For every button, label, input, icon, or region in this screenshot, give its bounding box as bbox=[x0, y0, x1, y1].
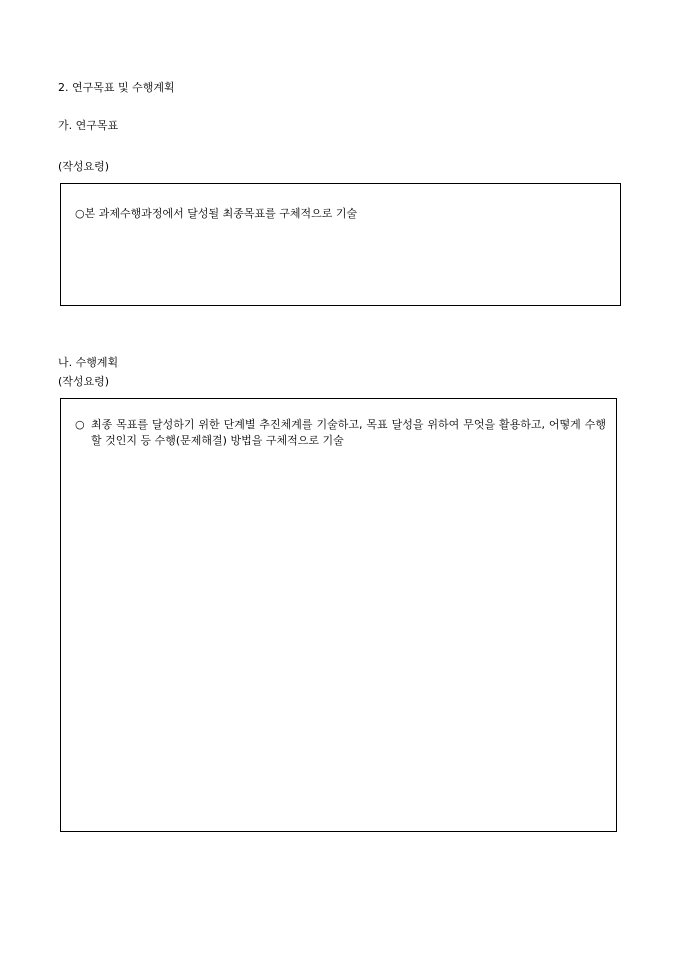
bullet-marker: ○ bbox=[75, 418, 85, 431]
goal-instruction-box bbox=[60, 183, 621, 306]
plan-instruction-item bbox=[75, 417, 606, 449]
section-heading: 2. 연구목표 및 수행계획 bbox=[58, 81, 175, 94]
plan-instruction-box bbox=[60, 398, 617, 832]
plan-heading: 나. 수행계획 bbox=[58, 356, 119, 369]
goal-instruction-item bbox=[75, 206, 357, 221]
plan-guide-label: (작성요령) bbox=[58, 375, 110, 388]
plan-instruction-text: 최종 목표를 달성하기 위한 단계별 추진체계를 기술하고, 목표 달성을 위하여 무엇을 활용하고, 어떻게 수행할 것인지 등 수행(문제해결) 방법을 구체적으로 기술 bbox=[91, 418, 606, 447]
bullet-marker: ○ bbox=[75, 207, 85, 220]
goal-heading: 가. 연구목표 bbox=[58, 119, 119, 132]
goal-instruction-text: 본 과제수행과정에서 달성될 최종목표를 구체적으로 기술 bbox=[84, 207, 358, 220]
goal-guide-label: (작성요령) bbox=[58, 160, 110, 173]
